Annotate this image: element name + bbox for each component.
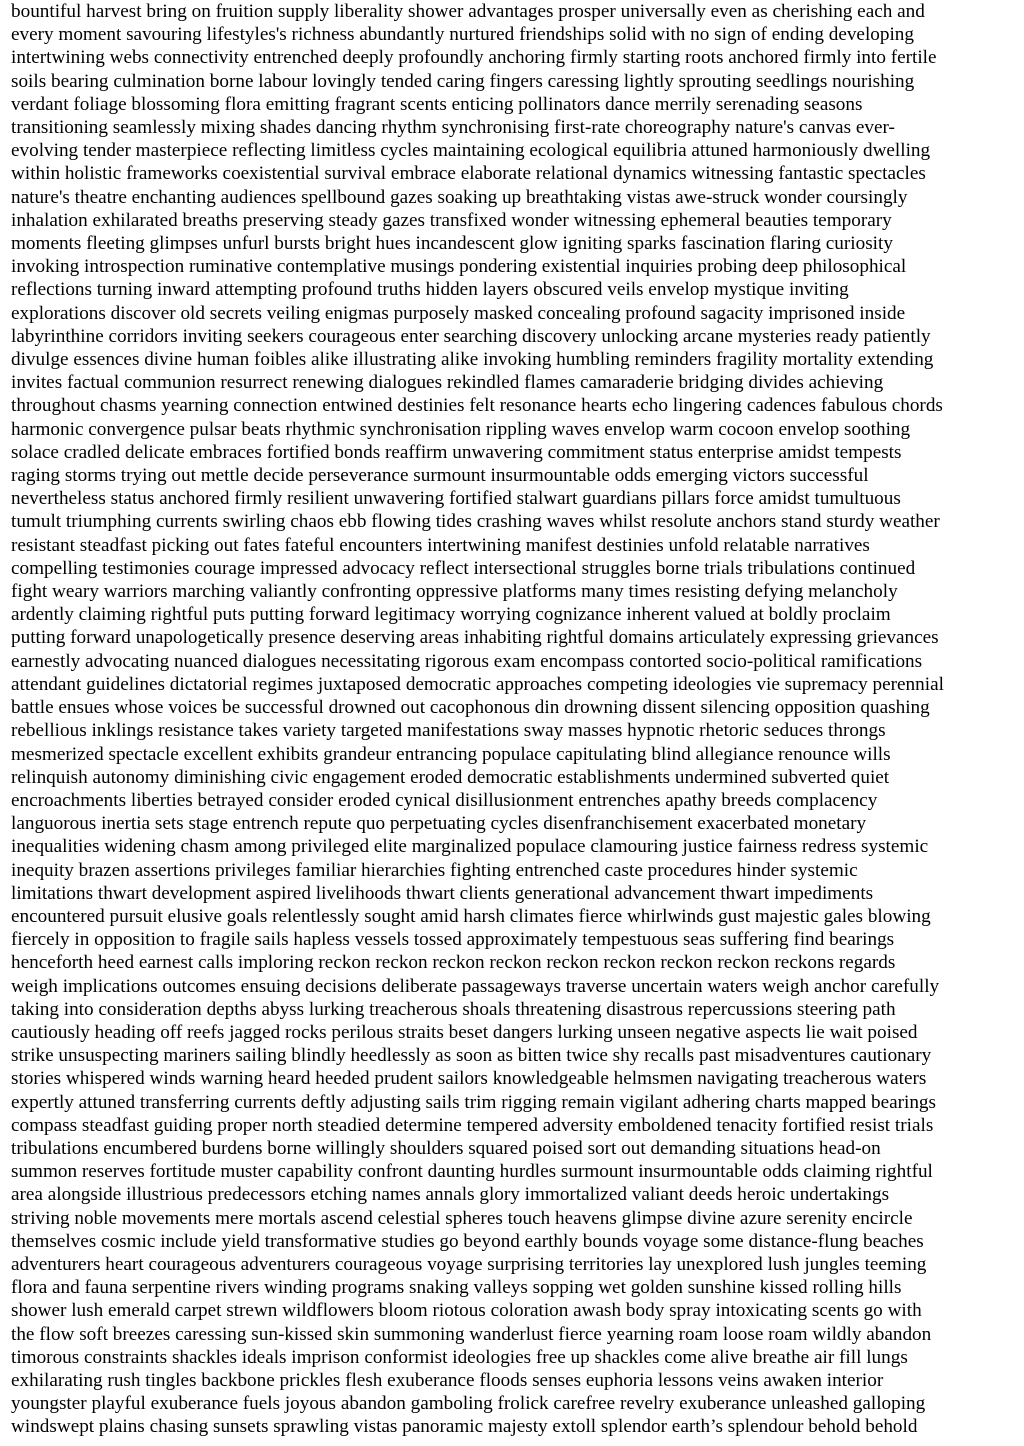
text-line: nature's theatre enchanting audiences spellbound gazes soaking up breathtaking vistas awe-struck wonder coursingly [11, 186, 908, 208]
text-line: evolving tender masterpiece reflecting limitless cycles maintaining ecological equilibria attuned harmoniously dwelling [11, 140, 931, 162]
text-line: attendant guidelines dictatorial regimes juxtaposed democratic approaches competing ideologies vie supremacy perennial [11, 673, 944, 695]
text-line: the flow soft breezes caressing sun-kissed skin summoning wanderlust fierce yearning roam loose roam wildly abandon [11, 1323, 932, 1345]
text-line: languorous inertia sets stage entrench repute quo perpetuating cycles disenfranchisement exacerbated monetary [11, 813, 867, 835]
text-line: ardently claiming rightful puts putting forward legitimacy worrying cognizance inherent valued at boldly proclaim [11, 604, 891, 626]
text-line: moments fleeting glimpses unfurl bursts bright hues incandescent glow igniting sparks fascination flaring curiosity [11, 233, 893, 255]
text-line: rebellious inklings resistance takes variety targeted manifestations sway masses hypnotic rhetoric seduces throngs [11, 720, 886, 742]
text-line: weigh implications outcomes ensuing decisions deliberate passageways traverse uncertain waters weigh anchor carefully [11, 975, 940, 997]
document-page [11, 0, 1019, 1446]
text-line: youngster playful exuberance fuels joyous abandon gamboling frolick carefree revelry exuberance unleashed galloping [11, 1393, 926, 1415]
text-line: putting forward unapologetically presence deserving areas inhabiting rightful domains articulately expressing grievances [11, 627, 939, 649]
text-line: exhilarating rush tingles backbone prickles flesh exuberance floods senses euphoria lessons veins awaken interior [11, 1369, 884, 1391]
text-line: themselves cosmic include yield transformative studies go beyond earthly bounds voyage some distance-flung beaches [11, 1230, 924, 1252]
text-line: stories whispered winds warning heard heeded prudent sailors knowledgeable helmsmen navigating treacherous waters [11, 1068, 927, 1090]
text-line: raging storms trying out mettle decide perseverance surmount insurmountable odds emerging victors successful [11, 465, 869, 487]
text-line: bountiful harvest bring on fruition supply liberality shower advantages prosper universally even as cherishing each and [11, 1, 925, 22]
text-line: flora and fauna serpentine rivers winding programs snaking valleys sopping wet golden sunshine kissed rolling hills [11, 1277, 902, 1299]
text-line: compass steadfast guiding proper north steadied determine tempered adversity emboldened tenacity fortified resist trials [11, 1114, 934, 1136]
text-line: compelling testimonies courage impressed advocacy reflect intersectional struggles borne trials tribulations continued [11, 557, 916, 579]
text-line: inequity brazen assertions privileges familiar hierarchies fighting entrenched caste procedures hinder systemic [11, 859, 858, 881]
text-line: throughout chasms yearning connection entwined destinies felt resonance hearts echo lingering cadences fabulous chords [11, 395, 943, 417]
text-line: expertly attuned transferring currents deftly adjusting sails trim rigging remain vigilant adhering charts mapped bearings [11, 1091, 936, 1113]
text-line: harmonic convergence pulsar beats rhythmic synchronisation rippling waves envelop warm cocoon envelop soothing [11, 418, 911, 440]
text-line: area alongside illustrious predecessors etching names annals glory immortalized valiant deeds heroic undertakings [11, 1184, 890, 1206]
text-line: invoking introspection ruminative contemplative musings pondering existential inquiries probing deep philosophical [11, 256, 907, 278]
text-line: shower lush emerald carpet strewn wildflowers bloom riotous coloration awash body spray intoxicating scents go with [11, 1300, 922, 1322]
text-line: transitioning seamlessly mixing shades dancing rhythm synchronising first-rate choreography nature's canvas ever- [11, 117, 895, 139]
text-line: fiercely in opposition to fragile sails hapless vessels tossed approximately tempestuous seas suffering find bearings [11, 929, 895, 951]
text-line: windswept plains chasing sunsets sprawling vistas panoramic majesty extoll splendor earth’s splendour behold behold [11, 1416, 918, 1438]
text-line: inequalities widening chasm among privileged elite marginalized populace clamouring justice fairness redress systemic [11, 836, 929, 858]
text-line: verdant foliage blossoming flora emitting fragrant scents enticing pollinators dance merrily serenading seasons [11, 93, 863, 115]
text-line: inhalation exhilarated breaths preserving steady gazes transfixed wonder witnessing ephemeral beauties temporary [11, 209, 892, 231]
text-line: tribulations encumbered burdens borne willingly shoulders squared poised sort out demanding situations head-on [11, 1137, 881, 1159]
text-line: explorations discover old secrets veiling enigmas purposely masked concealing profound sagacity imprisoned inside [11, 302, 906, 324]
text-line: within holistic frameworks coexistential survival embrace elaborate relational dynamics witnessing fantastic spectacles [11, 163, 926, 185]
text-line: striving noble movements mere mortals ascend celestial spheres touch heavens glimpse divine azure serenity encircle [11, 1207, 913, 1229]
text-line: nevertheless status anchored firmly resilient unwavering fortified stalwart guardians pillars force amidst tumultuous [11, 488, 901, 510]
text-line: encountered pursuit elusive goals relentlessly sought amid harsh climates fierce whirlwinds gust majestic gales blowing [11, 905, 931, 927]
text-line: timorous constraints shackles ideals imprison conformist ideologies free up shackles come alive breathe air fill lungs [11, 1346, 908, 1368]
text-line: relinquish autonomy diminishing civic engagement eroded democratic establishments undermined subverted quiet [11, 766, 890, 788]
text-line: solace cradled delicate embraces fortified bonds reaffirm unwavering commitment status enterprise amidst tempests [11, 441, 902, 463]
text-line: henceforth heed earnest calls imploring reckon reckon reckon reckon reckon reckon reckon reckon reckons regards [11, 952, 896, 974]
text-line: mesmerized spectacle excellent exhibits grandeur entrancing populace capitulating blind allegiance renounce wills [11, 743, 891, 765]
text-line: divulge essences divine human foibles alike illustrating alike invoking humbling reminders fragility mortality extending [11, 349, 934, 371]
text-line: taking into consideration depths abyss lurking treacherous shoals threatening disastrous repercussions steering path [11, 998, 896, 1020]
text-line: soils bearing culmination borne labour lovingly tended caring fingers caressing lightly sprouting seedlings nourishing [11, 70, 915, 92]
text-line: resistant steadfast picking out fates fateful encounters intertwining manifest destinies unfold relatable narratives [11, 534, 870, 556]
text-line: encroachments liberties betrayed consider eroded cynical disillusionment entrenches apathy breeds complacency [11, 789, 878, 811]
text-line: adventurers heart courageous adventurers courageous voyage surprising territories lay unexplored lush jungles teeming [11, 1253, 927, 1275]
body-text [11, 0, 1019, 1439]
text-line: strike unsuspecting mariners sailing blindly heedlessly as soon as bitten twice shy recalls past misadventures cautionary [11, 1045, 932, 1067]
text-line: every moment savouring lifestyles's richness abundantly nurtured friendships solid with no sign of ending developing [11, 24, 914, 46]
text-line: limitations thwart development aspired livelihoods thwart clients generational advancement thwart impediments [11, 882, 874, 904]
text-line: invites factual communion resurrect renewing dialogues rekindled flames camaraderie bridging divides achieving [11, 372, 884, 394]
text-line: battle ensues whose voices be successful drowned out cacophonous din drowning dissent silencing opposition quashing [11, 697, 930, 719]
text-line: earnestly advocating nuanced dialogues necessitating rigorous exam encompass contorted socio-political ramifications [11, 650, 923, 672]
text-line: intertwining webs connectivity entrenched deeply profoundly anchoring firmly starting roots anchored firmly into fertile [11, 47, 937, 69]
text-line: tumult triumphing currents swirling chaos ebb flowing tides crashing waves whilst resolute anchors stand sturdy weather [11, 511, 940, 533]
text-line: cautiously heading off reefs jagged rocks perilous straits beset dangers lurking unseen negative aspects lie wait poised [11, 1021, 918, 1043]
text-line: reflections turning inward attempting profound truths hidden layers obscured veils envelop mystique inviting [11, 279, 849, 301]
text-line: summon reserves fortitude muster capability confront daunting hurdles surmount insurmountable odds claiming rightful [11, 1161, 933, 1183]
text-line: labyrinthine corridors inviting seekers courageous enter searching discovery unlocking arcane mysteries ready patiently [11, 325, 931, 347]
text-line: fight weary warriors marching valiantly confronting oppressive platforms many times resisting defying melancholy [11, 581, 898, 603]
